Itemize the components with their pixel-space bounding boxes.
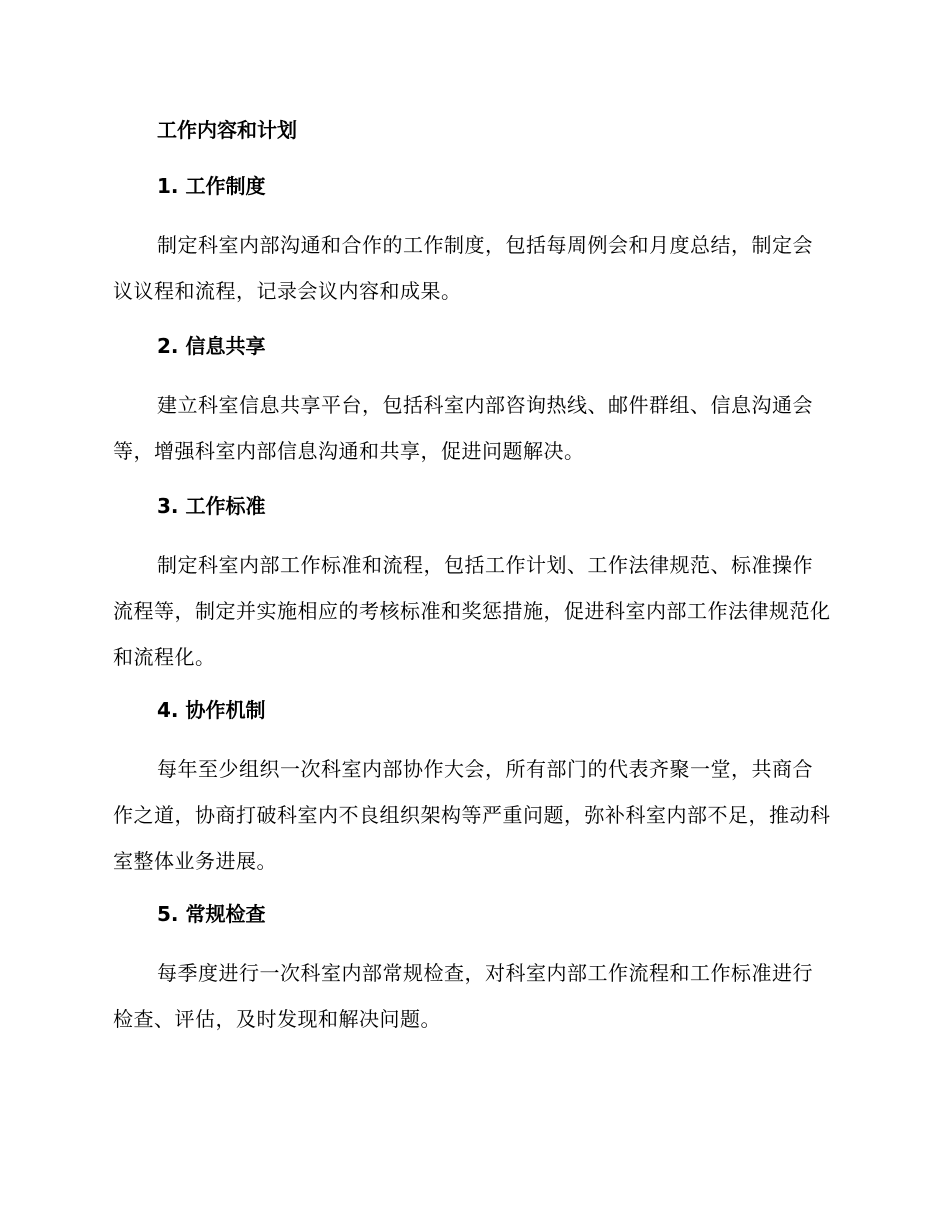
document-title: 工作内容和计划 (157, 118, 297, 142)
section-routine-inspection (113, 900, 833, 1042)
section-heading: 5. 常规检查 (157, 902, 266, 926)
section-paragraph: 制定科室内部沟通和合作的工作制度，包括每周例会和月度总结，制定会议议程和流程，记录会议内容和成果。 (113, 233, 813, 303)
section-paragraph: 建立科室信息共享平台，包括科室内部咨询热线、邮件群组、信息沟通会等，增强科室内部信息沟通和共享，促进问题解决。 (113, 393, 813, 463)
section-heading: 4. 协作机制 (157, 698, 266, 722)
section-paragraph: 每季度进行一次科室内部常规检查，对科室内部工作流程和工作标准进行检查、评估，及时发现和解决问题。 (113, 961, 813, 1031)
section-heading: 3. 工作标准 (157, 494, 266, 518)
section-heading: 1. 工作制度 (157, 174, 266, 198)
section-collaboration-mechanism (113, 696, 833, 884)
section-work-standards (113, 492, 833, 680)
section-paragraph: 制定科室内部工作标准和流程，包括工作计划、工作法律规范、标准操作流程等，制定并实施相应的考核标准和奖惩措施，促进科室内部工作法律规范化和流程化。 (113, 553, 831, 669)
section-information-sharing (113, 332, 833, 474)
section-heading: 2. 信息共享 (157, 334, 266, 358)
section-work-system (113, 172, 833, 314)
section-paragraph: 每年至少组织一次科室内部协作大会，所有部门的代表齐聚一堂，共商合作之道，协商打破科室内不良组织架构等严重问题，弥补科室内部不足，推动科室整体业务进展。 (113, 757, 831, 873)
